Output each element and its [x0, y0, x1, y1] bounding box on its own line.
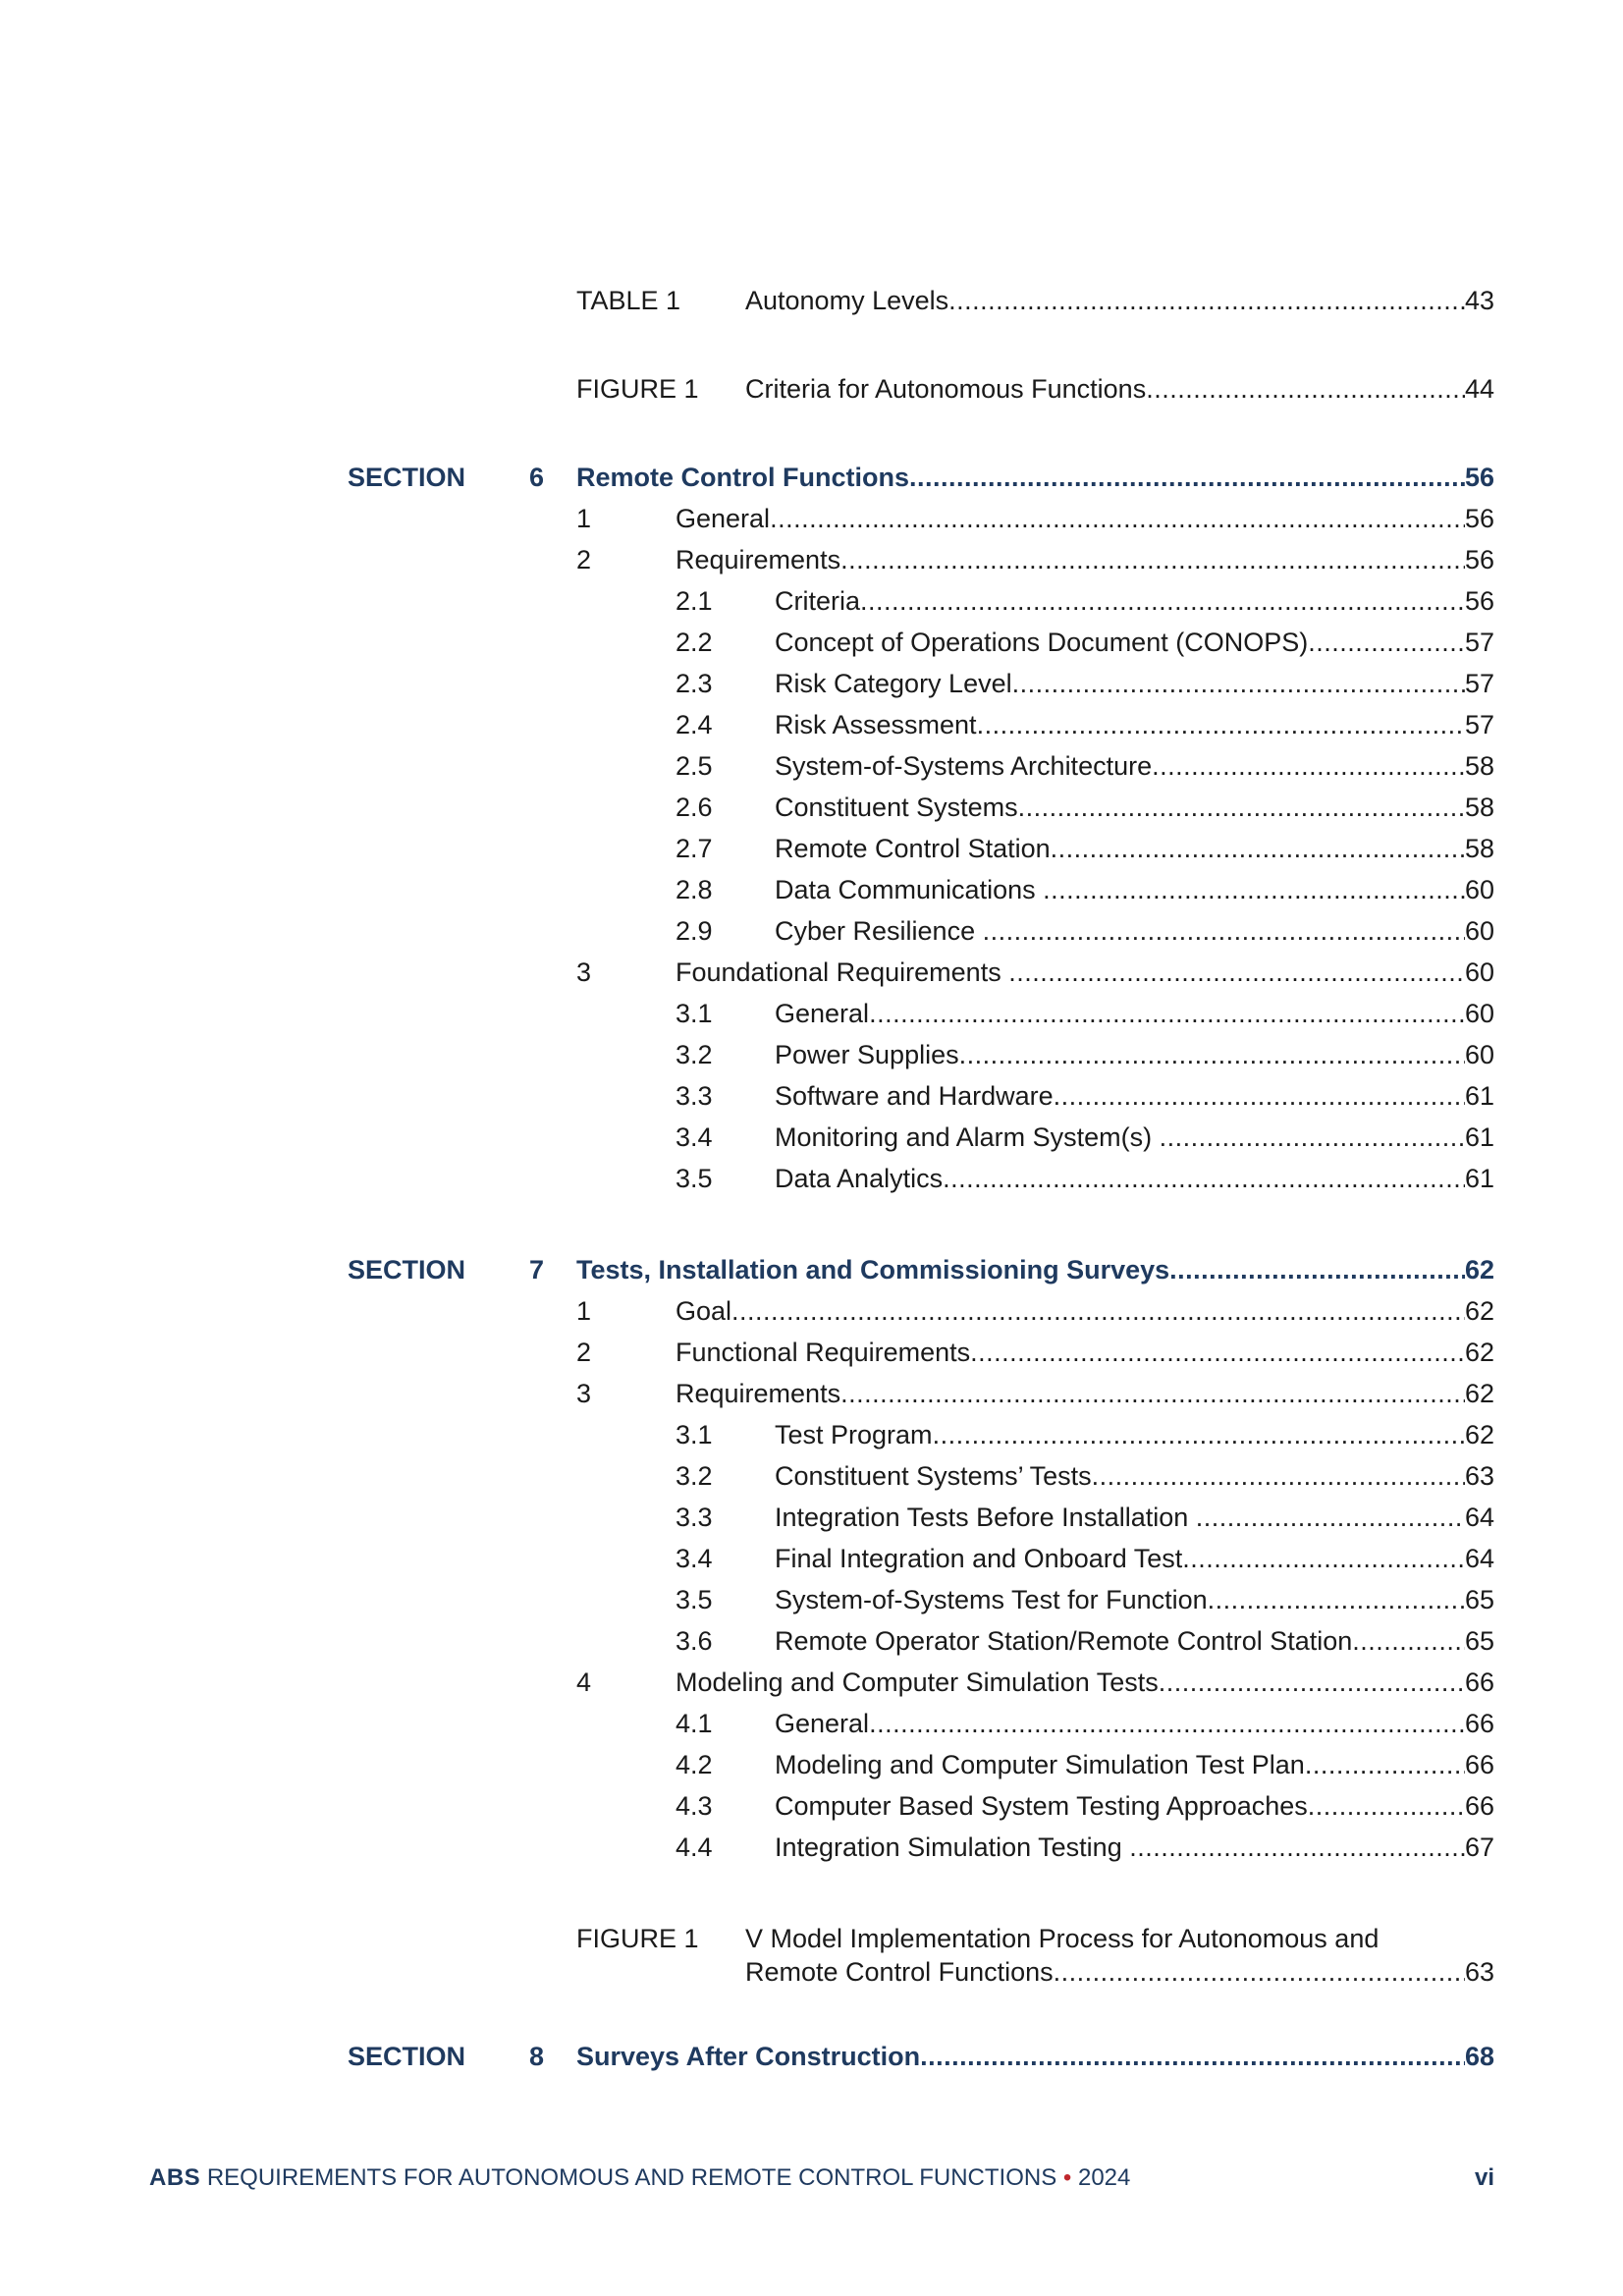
- toc-entry-title[interactable]: Constituent Systems’ Tests: [775, 1461, 1092, 1491]
- toc-entry-title[interactable]: Test Program: [775, 1420, 933, 1449]
- toc-page-number: 58: [1464, 793, 1494, 822]
- toc-entry-title[interactable]: General: [676, 504, 771, 533]
- toc-item-number: 2.2: [676, 628, 713, 657]
- toc-item-number: 4.4: [676, 1832, 713, 1862]
- dot-leader: [970, 1336, 1465, 1369]
- section-title[interactable]: Remote Control Functions: [576, 463, 909, 492]
- toc-entry-title[interactable]: Risk Assessment: [775, 710, 977, 739]
- toc-entry-title[interactable]: System-of-Systems Test for Function: [775, 1585, 1208, 1614]
- toc-entry-title[interactable]: Autonomy Levels: [745, 286, 949, 315]
- footer-brand: ABS: [149, 2164, 201, 2191]
- toc-entry-title[interactable]: Modeling and Computer Simulation Test Plan: [775, 1750, 1305, 1779]
- toc-item-number: 2.7: [676, 834, 713, 863]
- toc-item-number: 3.1: [676, 999, 713, 1028]
- toc-entry-title[interactable]: Criteria: [775, 586, 861, 616]
- footer-bullet: •: [1062, 2164, 1072, 2191]
- toc-item-number: 2.8: [676, 875, 713, 904]
- dot-leader: [933, 1418, 1465, 1451]
- footer-year: 2024: [1071, 2164, 1131, 2191]
- toc-entry-title[interactable]: Remote Operator Station/Remote Control Station: [775, 1626, 1353, 1656]
- toc-item-number: 2: [576, 545, 592, 574]
- toc-item-number: 4.1: [676, 1709, 713, 1738]
- toc-item-number: 3.3: [676, 1081, 713, 1111]
- toc-entry-title[interactable]: Foundational Requirements: [676, 957, 1009, 987]
- toc-page-number: 63: [1464, 1461, 1494, 1491]
- toc-entry-title[interactable]: Power Supplies: [775, 1040, 959, 1069]
- dot-leader: [1146, 372, 1465, 406]
- footer-title: REQUIREMENTS FOR AUTONOMOUS AND REMOTE CONTROL FUNCTIONS: [200, 2164, 1063, 2191]
- toc-item-number: 3.6: [676, 1626, 713, 1656]
- section-number: 8: [529, 2042, 545, 2071]
- footer-page-number: vi: [1474, 2164, 1494, 2191]
- toc-page-number: 63: [1464, 1957, 1494, 1987]
- dot-leader: [1054, 1079, 1465, 1113]
- toc-page-number: 61: [1464, 1122, 1494, 1152]
- dot-leader: [1305, 1748, 1465, 1781]
- dot-leader: [1051, 832, 1465, 865]
- toc-item-number: 3: [576, 1379, 592, 1408]
- toc-page-number: 60: [1464, 999, 1494, 1028]
- toc-page-number: 67: [1464, 1832, 1494, 1862]
- toc-page-number: 57: [1464, 669, 1494, 698]
- toc-item-number: 2.4: [676, 710, 713, 739]
- toc-entry-title[interactable]: V Model Implementation Process for Autonomous and: [745, 1924, 1380, 1953]
- toc-item-number: 3.2: [676, 1040, 713, 1069]
- dot-leader: [869, 997, 1465, 1030]
- dot-leader: [1308, 626, 1465, 659]
- dot-leader: [1043, 873, 1465, 906]
- toc-item-number: 4: [576, 1667, 592, 1697]
- toc-page-number: 57: [1464, 628, 1494, 657]
- toc-page-number: 60: [1464, 1040, 1494, 1069]
- toc-item-number: 3.1: [676, 1420, 713, 1449]
- toc-page-number: 65: [1464, 1626, 1494, 1656]
- dot-leader: [1159, 1666, 1465, 1699]
- toc-entry-title[interactable]: Integration Tests Before Installation: [775, 1503, 1196, 1532]
- toc-page-number: 60: [1464, 916, 1494, 946]
- toc-item-number: 3.4: [676, 1122, 713, 1152]
- toc-page-number: 62: [1464, 1420, 1494, 1449]
- toc-entry-title[interactable]: General: [775, 1709, 870, 1738]
- page-footer: [149, 2163, 1494, 2193]
- toc-page-number: 64: [1464, 1544, 1494, 1573]
- toc-entry-title[interactable]: Remote Control Functions: [745, 1957, 1054, 1987]
- toc-page-number: 56: [1464, 545, 1494, 574]
- toc-entry-title[interactable]: Integration Simulation Testing: [775, 1832, 1130, 1862]
- dot-leader: [840, 543, 1465, 576]
- toc-page-number: 62: [1464, 1379, 1494, 1408]
- dot-leader: [840, 1377, 1465, 1410]
- toc-item-number: 2.6: [676, 793, 713, 822]
- toc-entry-title[interactable]: Final Integration and Onboard Test: [775, 1544, 1183, 1573]
- toc-page-number: 56: [1464, 463, 1494, 492]
- toc-page-number: 66: [1464, 1667, 1494, 1697]
- toc-page-number: 66: [1464, 1709, 1494, 1738]
- toc-item-number: 2: [576, 1338, 592, 1367]
- toc-page-number: 56: [1464, 504, 1494, 533]
- toc-page-number: 66: [1464, 1750, 1494, 1779]
- dot-leader: [909, 461, 1465, 494]
- toc-entry-title[interactable]: Goal: [676, 1296, 732, 1326]
- toc-entry-title[interactable]: System-of-Systems Architecture: [775, 751, 1153, 781]
- dot-leader: [1008, 956, 1465, 989]
- toc-item-number: 1: [576, 1296, 592, 1326]
- dot-leader: [1208, 1583, 1465, 1616]
- toc-item-number: 3.3: [676, 1503, 713, 1532]
- toc-entry-title[interactable]: Criteria for Autonomous Functions: [745, 374, 1147, 404]
- dot-leader: [1308, 1789, 1465, 1823]
- toc-item-number: 3.2: [676, 1461, 713, 1491]
- toc-page-number: 61: [1464, 1081, 1494, 1111]
- toc-page-number: 58: [1464, 751, 1494, 781]
- dot-leader: [869, 1707, 1465, 1740]
- toc-item-number: 2.3: [676, 669, 713, 698]
- toc-page-number: 68: [1464, 2042, 1494, 2071]
- toc-item-number: 2.1: [676, 586, 713, 616]
- toc-item-number: 4.3: [676, 1791, 713, 1821]
- section-word: SECTION: [348, 2042, 466, 2071]
- toc-entry-title[interactable]: Cyber Resilience: [775, 916, 983, 946]
- toc-page-number: 62: [1464, 1338, 1494, 1367]
- toc-entry-title[interactable]: Computer Based System Testing Approaches: [775, 1791, 1308, 1821]
- section-number: 7: [529, 1255, 545, 1285]
- section-title[interactable]: Surveys After Construction: [576, 2042, 921, 2071]
- toc-page-number: 62: [1464, 1296, 1494, 1326]
- toc-entry-title[interactable]: Risk Category Level: [775, 669, 1012, 698]
- dot-leader: [1129, 1831, 1465, 1864]
- toc-item-number: 3: [576, 957, 592, 987]
- toc-figure-label: FIGURE 1: [576, 1924, 699, 1953]
- dot-leader: [1054, 1955, 1465, 1989]
- dot-leader: [1160, 1121, 1465, 1154]
- section-title[interactable]: Tests, Installation and Commissioning Surveys: [576, 1255, 1170, 1285]
- dot-leader: [920, 2040, 1465, 2073]
- toc-page-number: 44: [1464, 374, 1494, 404]
- toc-page-number: 57: [1464, 710, 1494, 739]
- dot-leader: [1012, 667, 1465, 700]
- dot-leader: [1182, 1542, 1465, 1575]
- section-number: 6: [529, 463, 545, 492]
- toc-entry-title[interactable]: Concept of Operations Document (CONOPS): [775, 628, 1309, 657]
- dot-leader: [731, 1294, 1465, 1328]
- toc-item-number: 3.5: [676, 1585, 713, 1614]
- section-word: SECTION: [348, 463, 466, 492]
- dot-leader: [977, 708, 1465, 741]
- section-word: SECTION: [348, 1255, 466, 1285]
- toc-page-number: 61: [1464, 1164, 1494, 1193]
- dot-leader: [770, 502, 1465, 535]
- toc-page-number: 66: [1464, 1791, 1494, 1821]
- toc-item-number: 4.2: [676, 1750, 713, 1779]
- toc-entry-title[interactable]: Modeling and Computer Simulation Tests: [676, 1667, 1159, 1697]
- dot-leader: [860, 584, 1465, 618]
- dot-leader: [943, 1162, 1465, 1195]
- toc-entry-title[interactable]: Software and Hardware: [775, 1081, 1054, 1111]
- dot-leader: [1169, 1253, 1465, 1286]
- toc-table-label: TABLE 1: [576, 286, 681, 315]
- toc-page-number: 64: [1464, 1503, 1494, 1532]
- toc-entry-title[interactable]: Requirements: [676, 1379, 841, 1408]
- toc-page-number: 60: [1464, 957, 1494, 987]
- toc-entry-title[interactable]: Data Communications: [775, 875, 1044, 904]
- dot-leader: [948, 284, 1465, 317]
- toc-item-number: 1: [576, 504, 592, 533]
- toc-entry-title[interactable]: Remote Control Station: [775, 834, 1051, 863]
- dot-leader: [1092, 1459, 1465, 1493]
- dot-leader: [1196, 1501, 1465, 1534]
- toc-page-number: 60: [1464, 875, 1494, 904]
- toc-entry-title[interactable]: Monitoring and Alarm System(s): [775, 1122, 1160, 1152]
- toc-item-number: 3.4: [676, 1544, 713, 1573]
- toc-figure-label: FIGURE 1: [576, 374, 699, 404]
- toc-page-number: 65: [1464, 1585, 1494, 1614]
- toc-entry-title[interactable]: Functional Requirements: [676, 1338, 971, 1367]
- toc-item-number: 2.9: [676, 916, 713, 946]
- toc-entry-title[interactable]: Data Analytics: [775, 1164, 944, 1193]
- dot-leader: [959, 1038, 1465, 1071]
- toc-item-number: 3.5: [676, 1164, 713, 1193]
- toc-entry-title[interactable]: Constituent Systems: [775, 793, 1018, 822]
- toc-page-number: 56: [1464, 586, 1494, 616]
- toc-page-number: 58: [1464, 834, 1494, 863]
- dot-leader: [983, 914, 1465, 948]
- toc-entry-title[interactable]: Requirements: [676, 545, 841, 574]
- dot-leader: [1352, 1624, 1465, 1658]
- toc-page-number: 43: [1464, 286, 1494, 315]
- dot-leader: [1152, 749, 1465, 783]
- toc-page-number: 62: [1464, 1255, 1494, 1285]
- toc-entry-title[interactable]: General: [775, 999, 870, 1028]
- toc-item-number: 2.5: [676, 751, 713, 781]
- dot-leader: [1018, 791, 1465, 824]
